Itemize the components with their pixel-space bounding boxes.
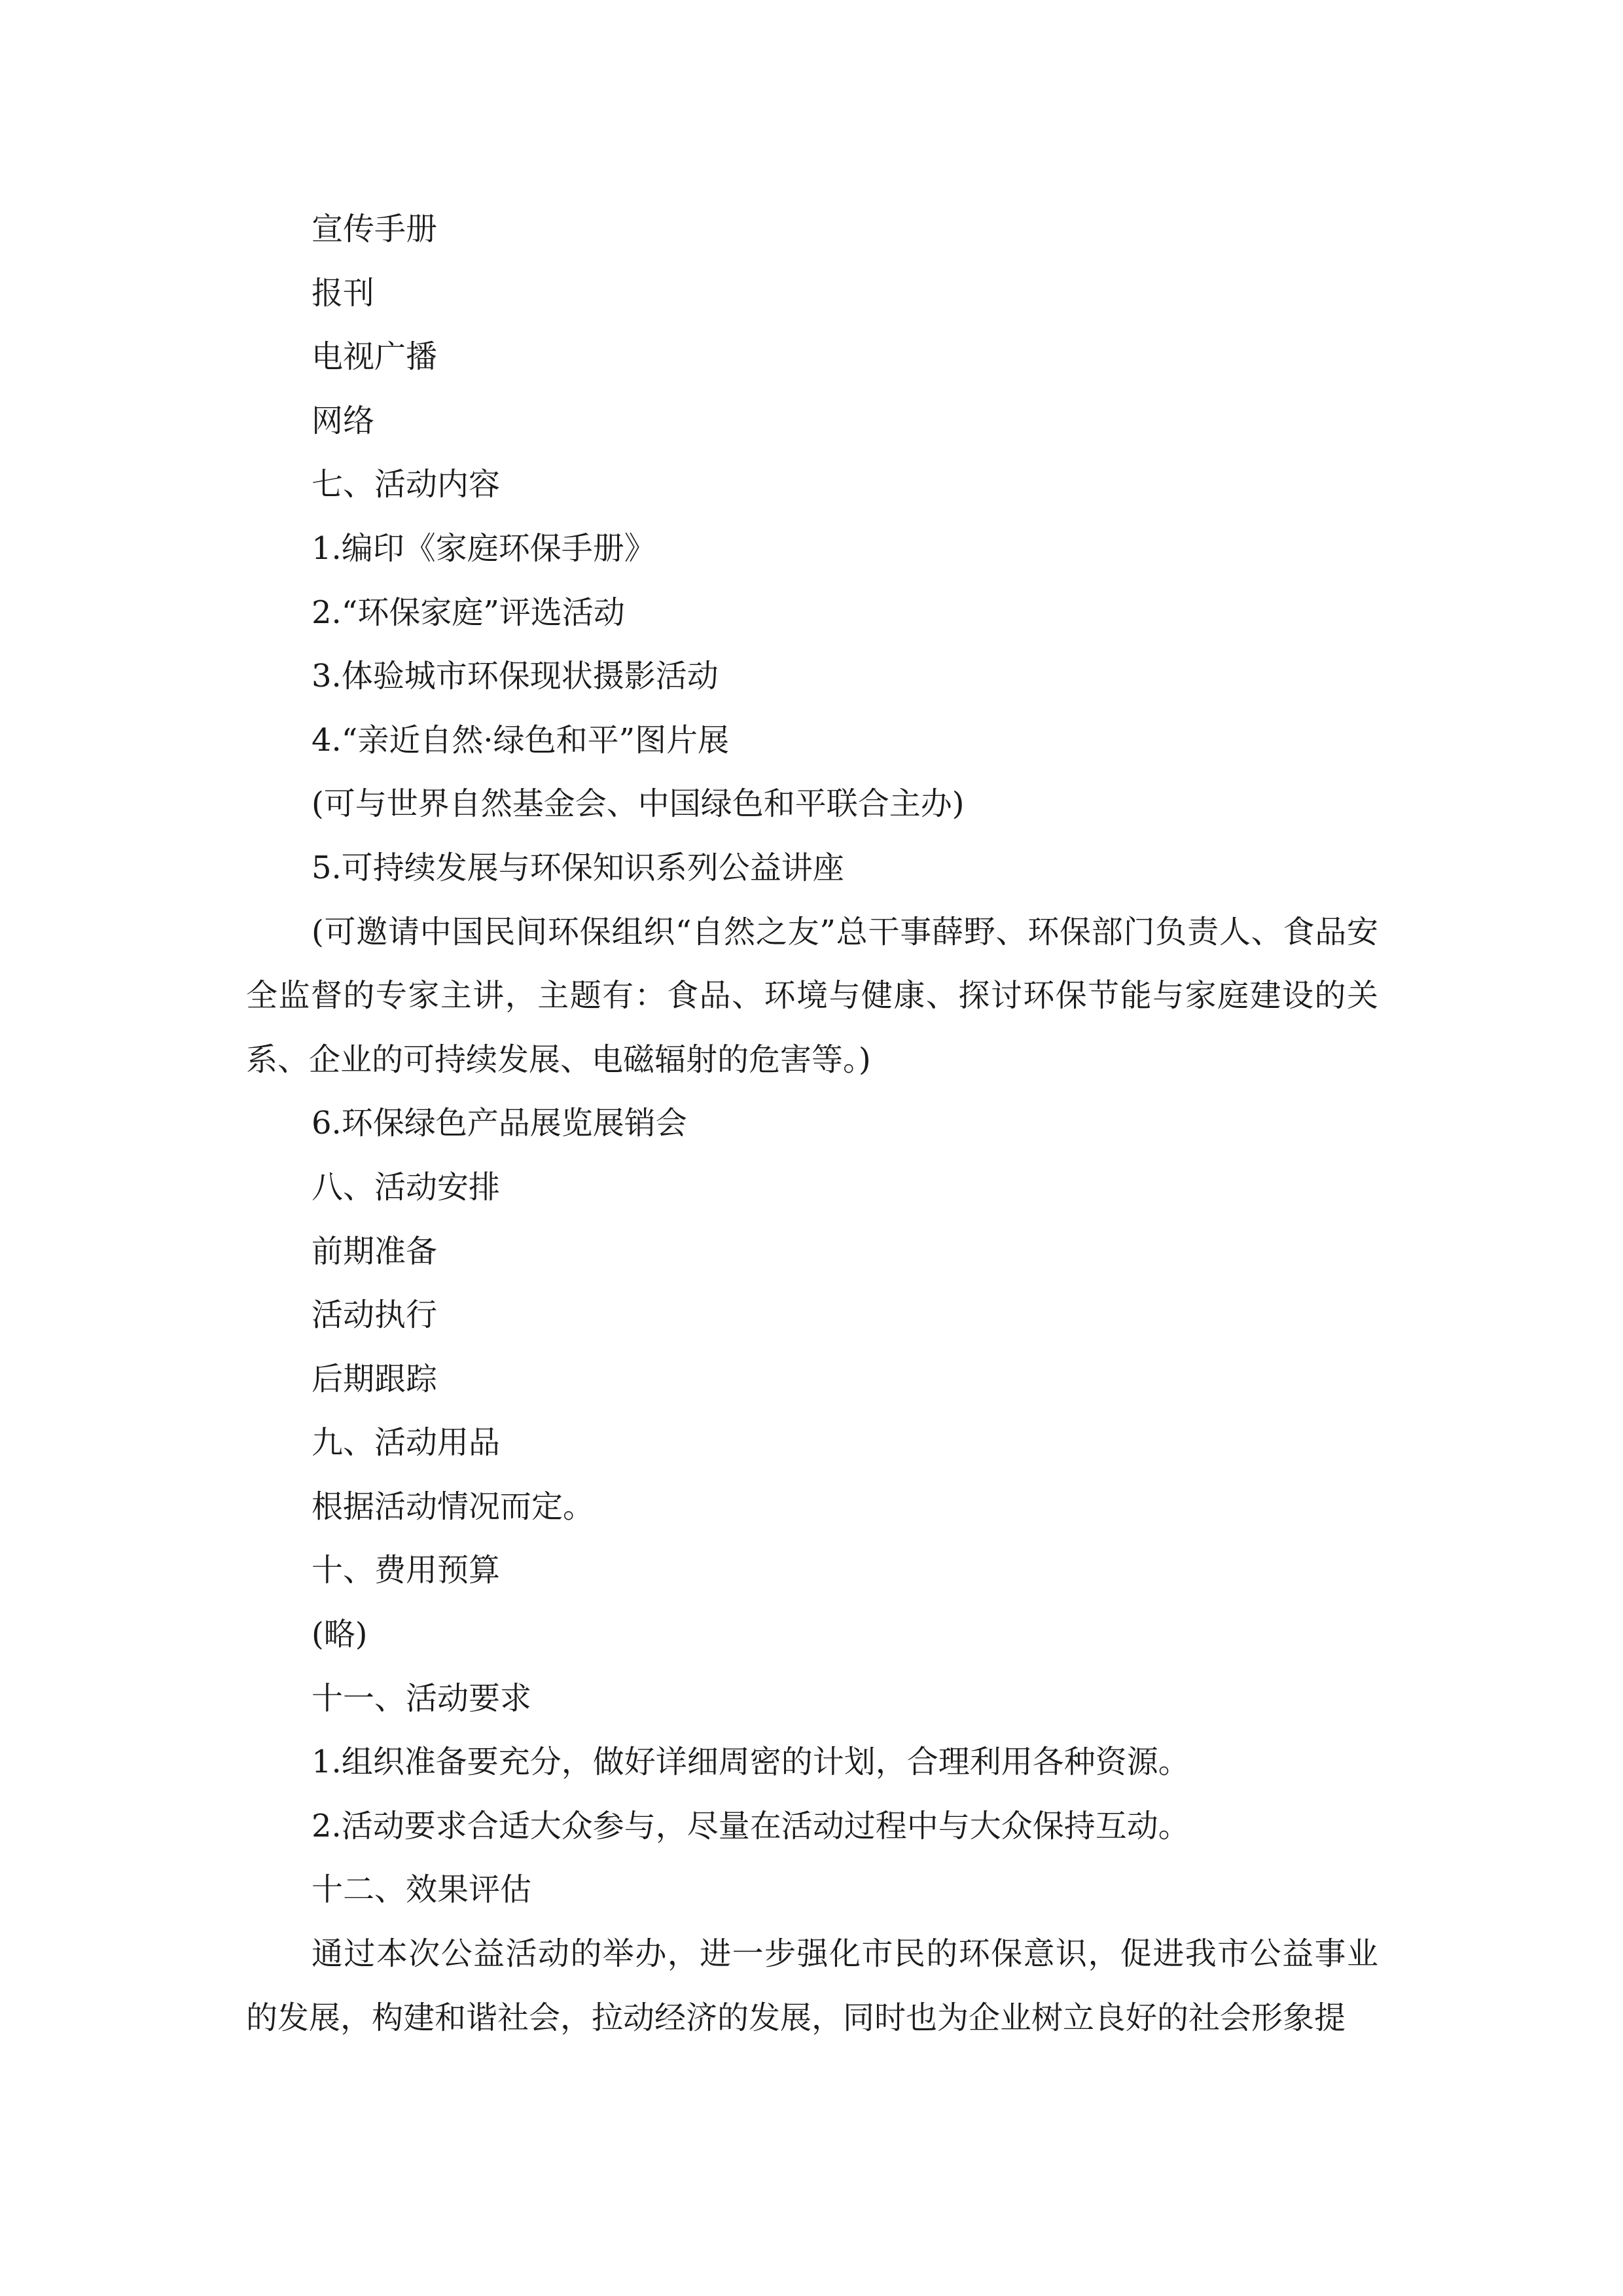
list-item: 5.可持续发展与环保知识系列公益讲座 [312, 849, 844, 886]
paragraph: 活动执行 [312, 1297, 438, 1334]
list-item: 3.体验城市环保现状摄影活动 [312, 658, 719, 695]
list-item: 1.编印《家庭环保手册》 [312, 529, 656, 567]
list-item: 2.活动要求合适大众参与，尽量在活动过程中与大众保持互动。 [312, 1807, 1190, 1844]
list-item: 2.“环保家庭”评选活动 [312, 594, 625, 631]
paragraph: (可邀请中国民间环保组织“自然之友”总干事薛野、环保部门负责人、食品安全监督的专家主讲，主题有：食品、环境与健康、探讨环保节能与家庭建设的关系、企业的可持续发展、电磁辐射的危害等。) [246, 913, 1378, 1078]
paragraph: 网络 [312, 402, 375, 439]
paragraph: 电视广播 [312, 338, 438, 376]
paragraph: 报刊 [312, 274, 375, 312]
paragraph: (略) [312, 1616, 368, 1653]
section-heading: 十一、活动要求 [312, 1679, 532, 1717]
paragraph: (可与世界自然基金会、中国绿色和平联合主办) [312, 785, 965, 823]
section-heading: 十、费用预算 [312, 1552, 501, 1589]
list-item: 6.环保绿色产品展览展销会 [312, 1105, 687, 1142]
paragraph: 前期准备 [312, 1232, 438, 1270]
paragraph: 通过本次公益活动的举办，进一步强化市民的环保意识，促进我市公益事业的发展，构建和谐社会，拉动经济的发展，同时也为企业树立良好的社会形象提 [246, 1935, 1378, 2036]
paragraph: 后期跟踪 [312, 1360, 438, 1397]
section-heading: 七、活动内容 [312, 466, 501, 503]
document-body [246, 198, 1378, 2050]
paragraph: 宣传手册 [312, 211, 438, 247]
section-heading: 十二、效果评估 [312, 1871, 532, 1909]
paragraph: 根据活动情况而定。 [312, 1488, 595, 1525]
section-heading: 八、活动安排 [312, 1168, 501, 1206]
list-item: 4.“亲近自然·绿色和平”图片展 [312, 721, 730, 759]
section-heading: 九、活动用品 [312, 1424, 501, 1462]
list-item: 1.组织准备要充分，做好详细周密的计划，合理利用各种资源。 [312, 1744, 1190, 1781]
